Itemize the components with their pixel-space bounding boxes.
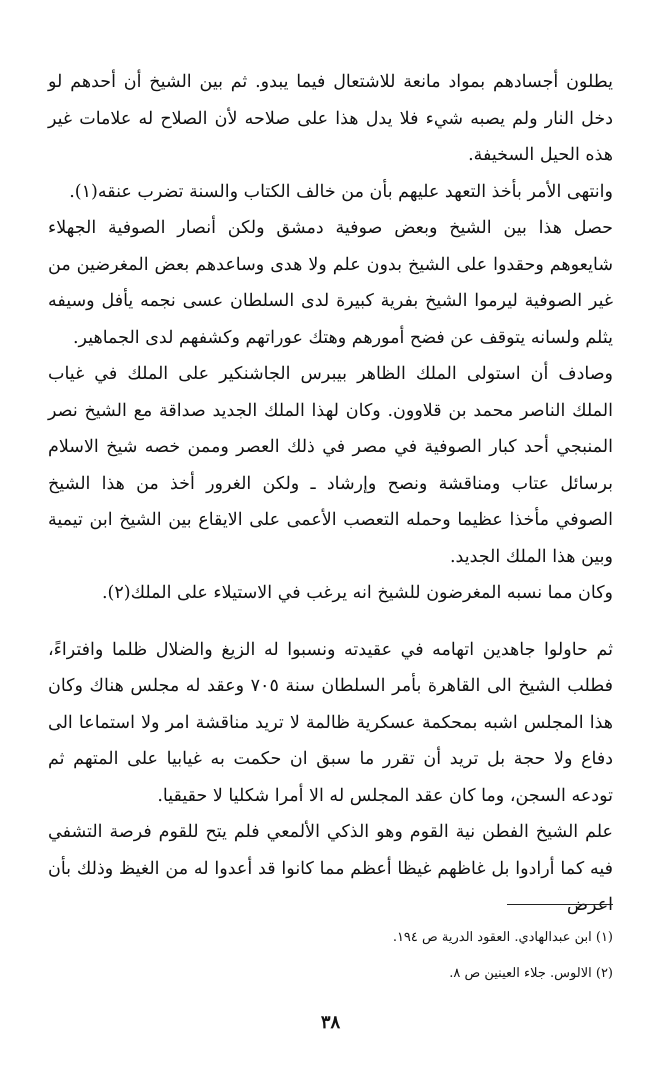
paragraph: حصل هذا بين الشيخ وبعض صوفية دمشق ولكن أنصار الصوفية الجهلاء شايعوهم وحقدوا على الشيخ بدون علم ولا هدى وساعدهم بعض المغرضين من غير الصوفية ليرموا الشيخ بفرية كبيرة لدى السلطان عسى نجمه يأفل وسيفه يثلم ولسانه يتوقف عن فضح أمورهم وهتك عوراتهم وكشفهم لدى الجماهير. [48, 218, 613, 348]
paragraph: يطلون أجسادهم بمواد مانعة للاشتعال فيما يبدو. ثم بين الشيخ أن أحدهم لو دخل النار ولم يصبه شيء فلا يدل هذا على صلاحه لأن الصلاح له علامات غير هذه الحيل السخيفة. [48, 72, 613, 165]
main-text [48, 64, 613, 924]
footnote-divider [507, 904, 613, 905]
footnote-1: (١) ابن عبدالهادي. العقود الدرية ص ١٩٤. [392, 930, 613, 945]
footnote-2: (٢) الالوس. جلاء العينين ص ٨. [449, 966, 613, 981]
paragraph: علم الشيخ الفطن نية القوم وهو الذكي الألمعي فلم يتح للقوم فرصة التشفي فيه كما أرادوا بل غاظهم غيظا أعظم مما كانوا قد أعدوا له من الغيظ وذلك بأن اعرض [48, 822, 613, 915]
page-number: ٣٨ [320, 1012, 341, 1033]
paragraph: ثم حاولوا جاهدين اتهامه في عقيدته ونسبوا له الزيغ والضلال ظلما وافتراءً، فطلب الشيخ الى القاهرة بأمر السلطان سنة ٧٠٥ وعقد له مجلس هناك وكان هذا المجلس اشبه بمحكمة عسكرية ظالمة لا تريد مناقشة امر ولا استماعا الى دفاع ولا حجة بل تريد أن تقرر ما سبق ان حكمت به غيابيا على المتهم ثم تودعه السجن، وما كان عقد المجلس له الا أمرا شكليا لا حقيقيا. [48, 639, 614, 806]
paragraph: وصادف أن استولى الملك الظاهر بيبرس الجاشنكير على الملك في غياب الملك الناصر محمد بن قلاوون. وكان لهذا الملك الجديد صداقة مع الشيخ نصر المنبجي أحد كبار الصوفية في مصر في ذلك العصر وممن خصه شيخ الاسلام برسائل عتاب ومناقشة ونصح وإرشاد ـ ولكن الغرور أخذ من هذا الشيخ الصوفي مأخذا عظيما وحمله التعصب الأعمى على الايقاع بين الشيخ ابن تيمية وبين هذا الملك الجديد. [48, 364, 613, 567]
footnotes [48, 928, 613, 1000]
paragraph: وانتهى الأمر بأخذ التعهد عليهم بأن من خالف الكتاب والسنة تضرب عنقه(١). [69, 181, 613, 202]
paragraph: وكان مما نسبه المغرضون للشيخ انه يرغب في الاستيلاء على الملك(٢). [101, 583, 613, 603]
